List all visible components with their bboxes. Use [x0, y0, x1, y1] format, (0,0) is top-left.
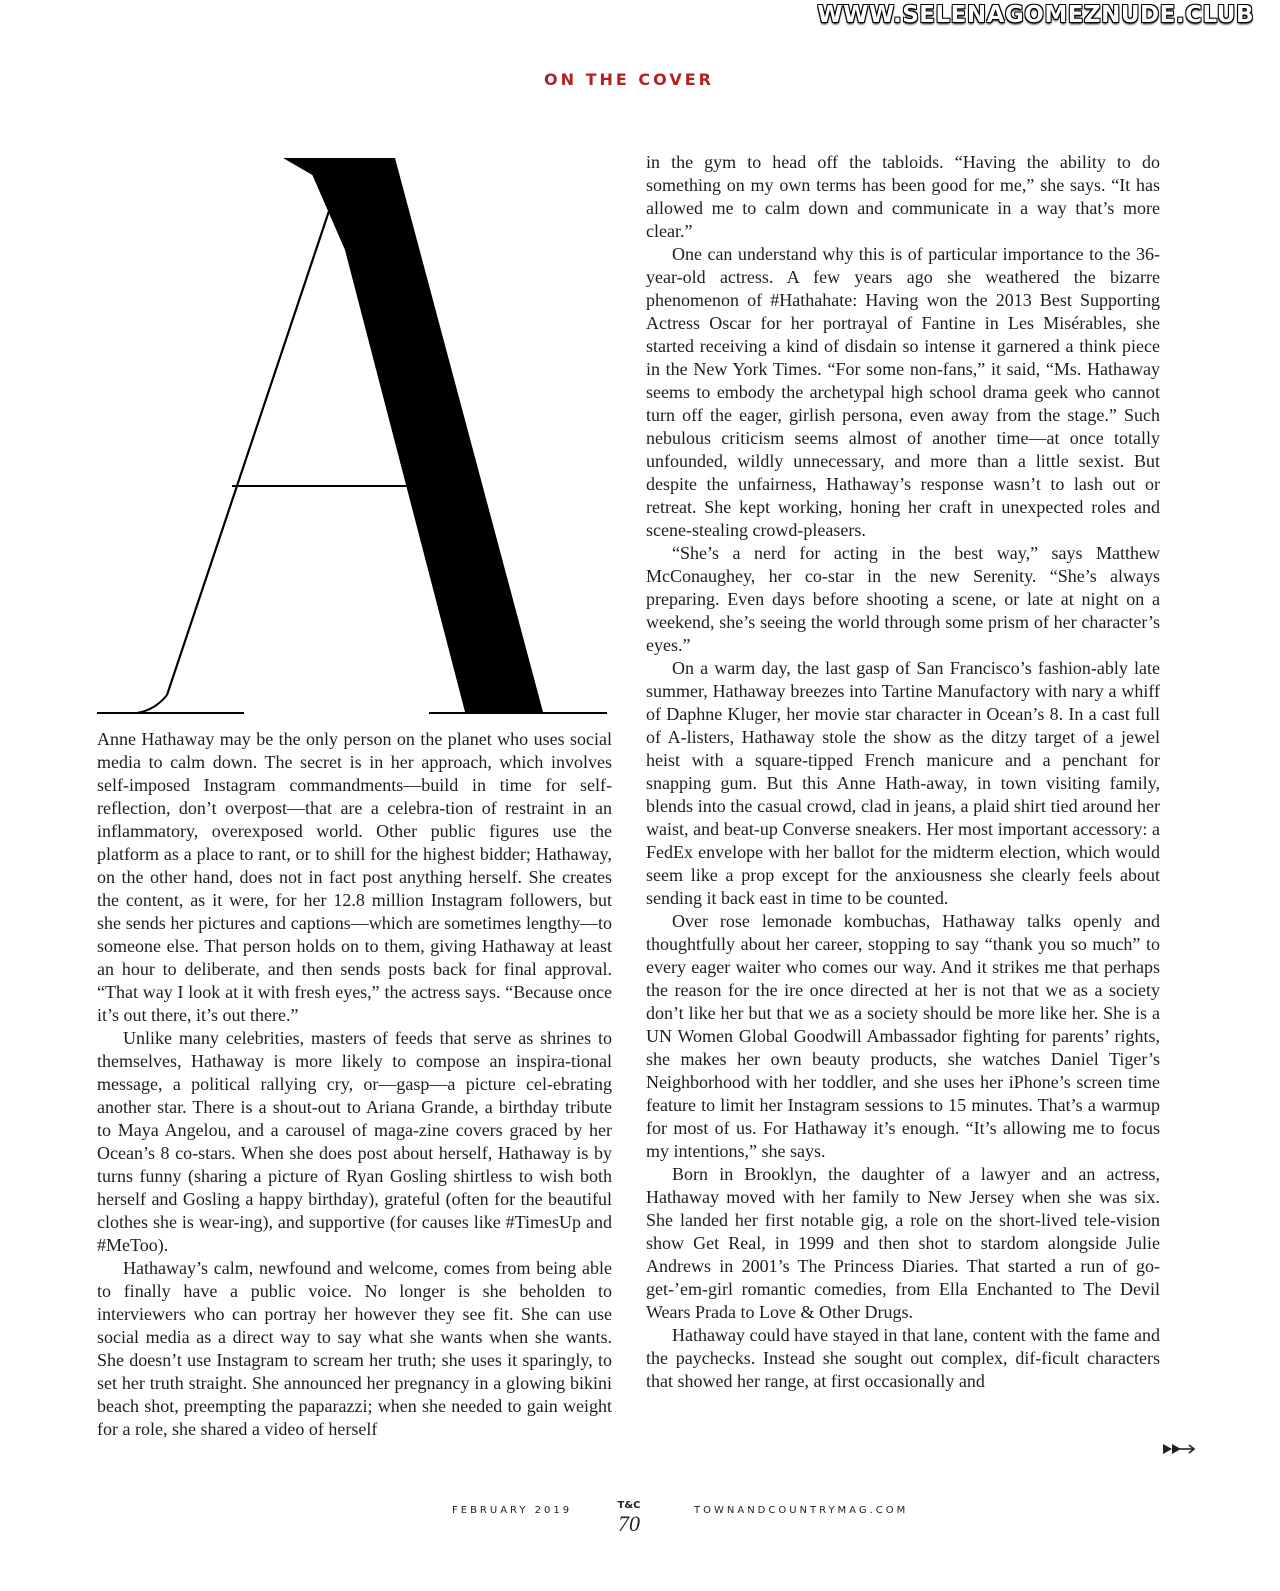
- section-label: ON THE COVER: [544, 70, 714, 89]
- watermark: WWW.SELENAGOMEZNUDE.CLUB: [817, 2, 1254, 28]
- footer-issue-date: FEBRUARY 2019: [452, 1505, 573, 1516]
- paragraph: Born in Brooklyn, the daughter of a lawyer and an actress, Hathaway moved with her family to New Jersey when she was six. She landed her first notable gig, a role on the short-lived tele-vision show Get Real, in 1999 and then shot to stardom alongside Julie Andrews in 2001’s The Princess Diaries. That started a run of go-get-’em-girl romantic comedies, from Ella Enchanted to The Devil Wears Prada to Love & Other Drugs.: [646, 1164, 1160, 1322]
- paragraph: Over rose lemonade kombuchas, Hathaway talks openly and thoughtfully about her career, stopping to say “thank you so much” to every eager waiter who comes our way. And it strikes me that perhaps the reason for the ire once directed at her is not that we as a society don’t like her but that we as a society should be more like her. She is a UN Women Global Goodwill Ambassador fighting for parents’ rights, she makes her own beauty products, she watches Daniel Tiger’s Neighborhood with her toddler, and she uses her iPhone’s screen time feature to limit her Instagram sessions to 15 minutes. That’s a warmup for most of us. For Hathaway it’s enough. “It’s allowing me to focus my intentions,” she says.: [646, 911, 1160, 1161]
- footer-website: TOWNANDCOUNTRYMAG.COM: [694, 1505, 909, 1516]
- continue-arrow-icon: [1163, 1443, 1195, 1455]
- dropcap-left-foot: [137, 695, 167, 713]
- paragraph: in the gym to head off the tabloids. “Having the ability to do something on my own terms has been good for me,” she says. “It has allowed me to calm down and communicate in a way that’s more clear.”: [646, 152, 1160, 241]
- paragraph: Anne Hathaway may be the only person on the planet who uses social media to calm down. The secret is in her approach, which involves self-imposed Instagram commandments—build in time for self-reflection, don’t overpost—that are a celebra-tion of restraint in an inflammatory, overexposed world. Other public figures use the platform as a place to rant, or to shill for the highest bidder; Hathaway, on the other hand, does not in fact post anything herself. She creates the content, as it were, for her 12.8 million Instagram followers, but she sends her pictures and captions—which are sometimes lengthy—to someone else. That person holds on to them, giving Hathaway at least an hour to deliberate, and then sends posts back for final approval. “That way I look at it with fresh eyes,” the actress says. “Because once it’s out there, it’s out there.”: [97, 729, 612, 1025]
- left-column: [97, 728, 612, 1441]
- dropcap-thin-stroke: [167, 202, 332, 695]
- dropcap-letter-a: [95, 150, 610, 720]
- paragraph: One can understand why this is of particular importance to the 36-year-old actress. A few years ago she weathered the bizarre phenomenon of #Hathahate: Having won the 2013 Best Supporting Actress Oscar for her portrayal of Fantine in Les Misérables, she started receiving a kind of disdain so intense it garnered a think piece in the New York Times. “For some non-fans,” it said, “Ms. Hathaway seems to embody the archetypal high school drama geek who cannot turn off the eager, girlish persona, even away from the stage.” Such nebulous criticism seems almost of another time—at once totally unfounded, wildly unnecessary, and more than a little sexist. But despite the unfairness, Hathaway’s response wasn’t to lash out or retreat. She kept working, honing her craft in unexpected roles and scene-stealing crowd-pleasers.: [646, 244, 1160, 540]
- paragraph: “She’s a nerd for acting in the best way,” says Matthew McConaughey, her co-star in the new Serenity. “She’s always preparing. Even days before shooting a scene, or late at night on a weekend, she’s seeing the world through some prism of her character’s eyes.”: [646, 543, 1160, 655]
- paragraph: On a warm day, the last gasp of San Francisco’s fashion-ably late summer, Hathaway breezes into Tartine Manufactory with nary a whiff of Daphne Kluger, her movie star character in Ocean’s 8. In a cast full of A-listers, Hathaway stole the show as the ditzy target of a jewel heist with a square-tipped French manicure and a penchant for snapping gum. But this Anne Hath-away, in town visiting family, blends into the casual crowd, clad in jeans, a plaid shirt tied around her waist, and beat-up Converse sneakers. Her most important accessory: a FedEx envelope with her ballot for the midterm election, which would seem like a prop except for the anxiousness she clearly feels about sending it back east in time to be counted.: [646, 658, 1160, 908]
- page-number: 70: [618, 1511, 640, 1536]
- paragraph: Unlike many celebrities, masters of feeds that serve as shrines to themselves, Hathaway is more likely to compose an inspira-tional message, a political rallying cry, or—gasp—a picture cel-ebrating another star. There is a shout-out to Ariana Grande, a birthday tribute to Maya Angelou, and a carousel of maga-zine covers graced by her Ocean’s 8 co-stars. When she does post about herself, Hathaway is by turns funny (sharing a picture of Ryan Gosling shirtless to wish both herself and Gosling a happy birthday), grateful (often for the beautiful clothes she is wear-ing), and supportive (for causes like #TimesUp and #MeToo).: [97, 1028, 612, 1255]
- paragraph: Hathaway could have stayed in that lane, content with the fame and the paychecks. Instead she sought out complex, dif-ficult characters that showed her range, at first occasionally and: [646, 1325, 1160, 1391]
- dropcap-thick-stroke: [305, 158, 543, 712]
- footer-brand-logo: T&C: [617, 1500, 641, 1511]
- paragraph: Hathaway’s calm, newfound and welcome, comes from being able to finally have a public voice. No longer is she beholden to interviewers who can portray her however they see fit. She can use social media as a direct way to say what she wants when she wants. She doesn’t use Instagram to scream her truth; she uses it sparingly, to set her truth straight. She announced her pregnancy in a glowing bikini beach shot, preempting the paparazzi; when she needed to gain weight for a role, she shared a video of herself: [97, 1258, 612, 1439]
- right-column: [646, 151, 1160, 1393]
